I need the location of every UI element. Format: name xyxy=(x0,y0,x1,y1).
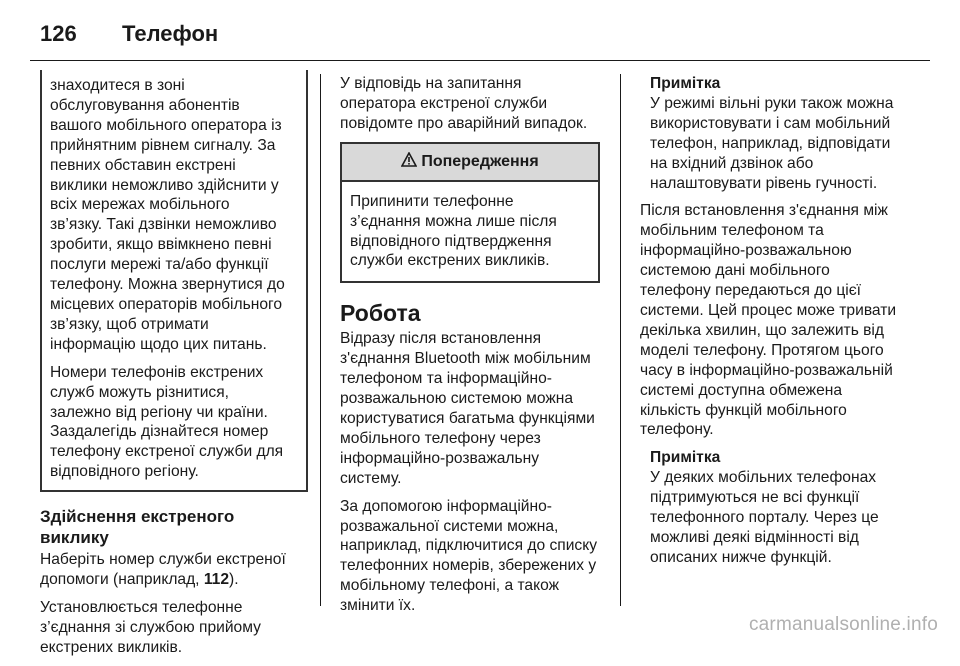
watermark: carmanualsonline.info xyxy=(748,614,938,635)
emergency-call-heading: Здійснення екстреного виклику xyxy=(40,507,235,548)
notice-box xyxy=(40,70,308,492)
emergency-text-prefix: допомоги (наприклад, xyxy=(40,571,204,589)
column-divider-2 xyxy=(620,74,621,606)
notice-paragraph-1: знаходитеся в зоні обслуговування абонентів вашого мобільного оператора із прийнятним рівнем сигналу. За певних обставин екстрені виклики неможливо здійснити у всіх мережах мобільного зв’язку. Такі дзвінки неможливо зробити, якщо ввімкнено певні послуги мережі та/або функції телефону. Можна звернутися до місцевих операторів мобільного зв’язку, щоб отримати інформацію щодо цих питань. xyxy=(50,77,285,353)
note-2-title: Примітка xyxy=(650,449,721,467)
warning-box xyxy=(340,142,600,284)
notice-paragraph-2: Номери телефонів екстрених служб можуть різнитися, залежно від регіону чи країни. Заздалегідь дізнайтеся номер телефону екстреної служби для відповідного регіону. xyxy=(50,363,284,481)
page-title: Телефон xyxy=(122,21,219,46)
operation-paragraph-2: За допомогою інформаційно- розважальної системи можна, наприклад, підключитися до списку телефонних номерів, збережених у мобільному телефоні, а також змінити їх. xyxy=(340,497,598,615)
column-2 xyxy=(340,74,608,624)
note-1 xyxy=(640,74,920,193)
note-2-text: У деяких мобільних телефонах підтримуються не всі функції телефонного порталу. Через це можливі деякі відмінності від описаних нижче функцій. xyxy=(650,469,879,566)
note-1-text: У режимі вільні руки також можна використовувати і сам мобільний телефон, наприклад, відповідати на вхідний дзвінок або налаштовувати рівень гучності. xyxy=(650,94,894,192)
operation-paragraph-1: Відразу після встановлення з'єднання Bluetooth між мобільним телефоном та інформаційно- розважальною системою можна користуватися багатьма функціями мобільного телефону через інформаційно-розважальну систему. xyxy=(340,330,595,487)
warning-triangle-icon xyxy=(401,152,417,172)
emergency-call-paragraph-1 xyxy=(40,550,306,590)
header-rule xyxy=(30,60,930,61)
column-divider-1 xyxy=(320,74,321,606)
operator-paragraph: У відповідь на запитання оператора екстреної служби повідомте про аварійний випадок. xyxy=(340,75,588,132)
emergency-text-suffix: ). xyxy=(229,571,239,589)
warning-title: Попередження xyxy=(421,152,539,170)
emergency-number: 112 xyxy=(203,571,230,589)
emergency-call-paragraph-2: Установлюється телефонне з’єднання зі службою прийому екстрених викликів. xyxy=(40,598,261,656)
warning-header xyxy=(342,144,598,182)
column-3 xyxy=(640,74,920,576)
operation-heading: Робота xyxy=(340,300,421,327)
note-1-title: Примітка xyxy=(650,75,721,92)
data-transfer-paragraph: Після встановлення з'єднання між мобільним телефоном та інформаційно-розважальною системою дані мобільного телефону передаються до цієї системи. Цей процес може тривати декілька хвилин, що залежить від моделі телефону. Протягом цього часу в інформаційно-розважальній системі доступна обмежена кількість функцій мобільного телефону. xyxy=(640,202,897,439)
warning-text: Припинити телефонне з’єднання можна лише після відповідного підтвердження служби екстрених викликів. xyxy=(350,192,557,270)
note-2 xyxy=(640,448,920,567)
page-number: 126 xyxy=(40,21,77,46)
column-1 xyxy=(40,74,306,666)
page-header xyxy=(40,14,218,54)
emergency-text-line: Наберіть номер служби екстреної xyxy=(40,551,286,569)
